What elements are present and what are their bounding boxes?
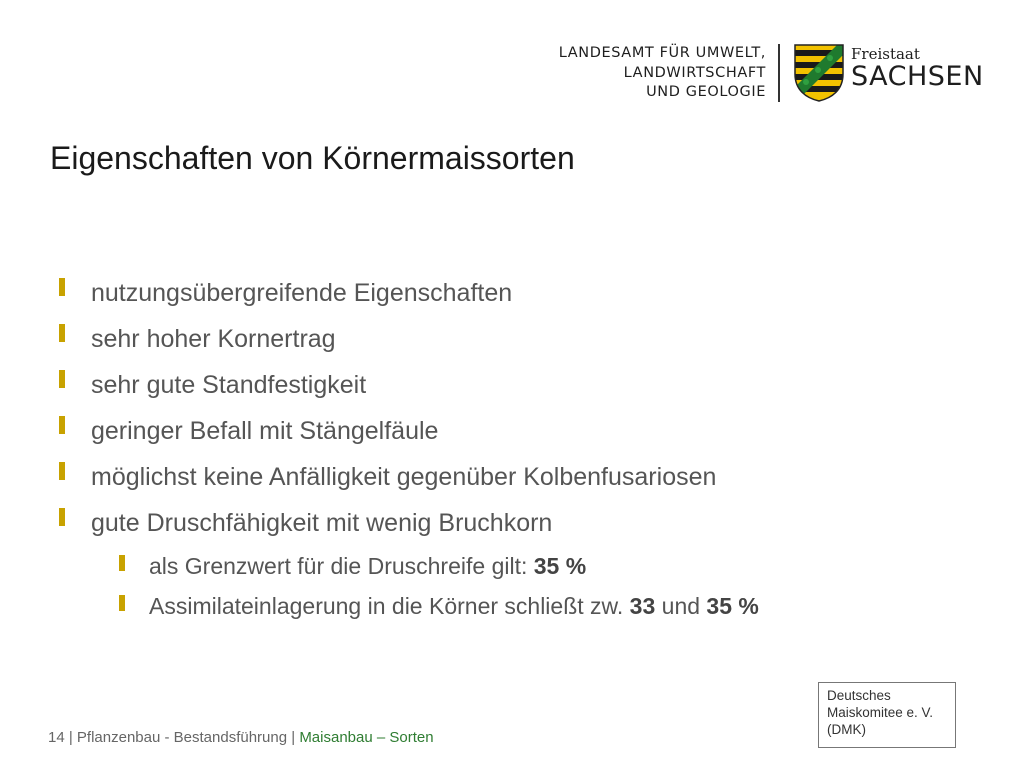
header-divider: [778, 44, 780, 102]
footer-section: Maisanbau – Sorten: [299, 729, 434, 746]
bullet-marker-icon: [59, 462, 65, 480]
sub-bullet-text: als Grenzwert für die Druschreife gilt:: [149, 553, 534, 579]
slide-title: Eigenschaften von Körnermaissorten: [50, 140, 575, 176]
bullet-marker-icon: [59, 278, 65, 296]
bullet-text: nutzungsübergreifende Eigenschaften: [91, 279, 513, 307]
bullet-text: geringer Befall mit Stängelfäule: [91, 417, 439, 445]
bullet-text: sehr gute Standfestigkeit: [91, 371, 367, 399]
sub-bullet-marker-icon: [119, 595, 125, 611]
bullet-item: [57, 500, 759, 546]
sub-bullet-marker-icon: [119, 555, 125, 571]
bullet-marker-icon: [59, 324, 65, 342]
state-name: [851, 46, 984, 92]
footer: [48, 729, 434, 746]
bullet-item: [57, 270, 759, 316]
bullet-text: sehr hoher Kornertrag: [91, 325, 336, 353]
footer-separator: |: [64, 729, 77, 746]
agency-line-2: LANDWIRTSCHAFT: [623, 64, 766, 81]
sub-bullet-connector: und: [655, 593, 707, 619]
bullet-list: [57, 270, 759, 626]
agency-line-1: LANDESAMT FÜR UMWELT,: [558, 45, 766, 61]
range-high-value: 35 %: [706, 593, 759, 619]
bullet-item: [57, 454, 759, 500]
page-number: 14: [48, 729, 65, 746]
footer-path: Pflanzenbau - Bestandsführung: [76, 729, 288, 746]
bullet-item: [57, 362, 759, 408]
sub-bullet-item: [57, 586, 759, 626]
bullet-text: gute Druschfähigkeit mit wenig Bruchkorn: [91, 509, 553, 537]
source-line-2: Maiskomitee e. V.: [827, 705, 934, 720]
state-name-big: SACHSEN: [851, 61, 984, 92]
bullet-marker-icon: [59, 508, 65, 526]
agency-line-3: UND GEOLOGIE: [646, 84, 766, 100]
state-name-small: Freistaat: [851, 45, 920, 63]
threshold-value: 35 %: [533, 553, 587, 579]
bullet-marker-icon: [59, 416, 65, 434]
bullet-item: [57, 408, 759, 454]
bullet-text: möglichst keine Anfälligkeit gegenüber Kolbenfusariosen: [91, 463, 717, 491]
bullet-marker-icon: [59, 370, 65, 388]
footer-separator: |: [287, 729, 300, 746]
agency-name: [559, 44, 766, 103]
sub-bullet-item: [57, 546, 759, 586]
range-low-value: 33: [629, 593, 656, 619]
source-line-1: Deutsches: [827, 688, 891, 703]
bullet-item: [57, 316, 759, 362]
sub-bullet-text: Assimilateinlagerung in die Körner schließt zw.: [149, 593, 630, 619]
saxony-coat-of-arms-icon: [794, 44, 844, 102]
source-box: [818, 682, 956, 748]
source-line-3: (DMK): [827, 722, 866, 737]
